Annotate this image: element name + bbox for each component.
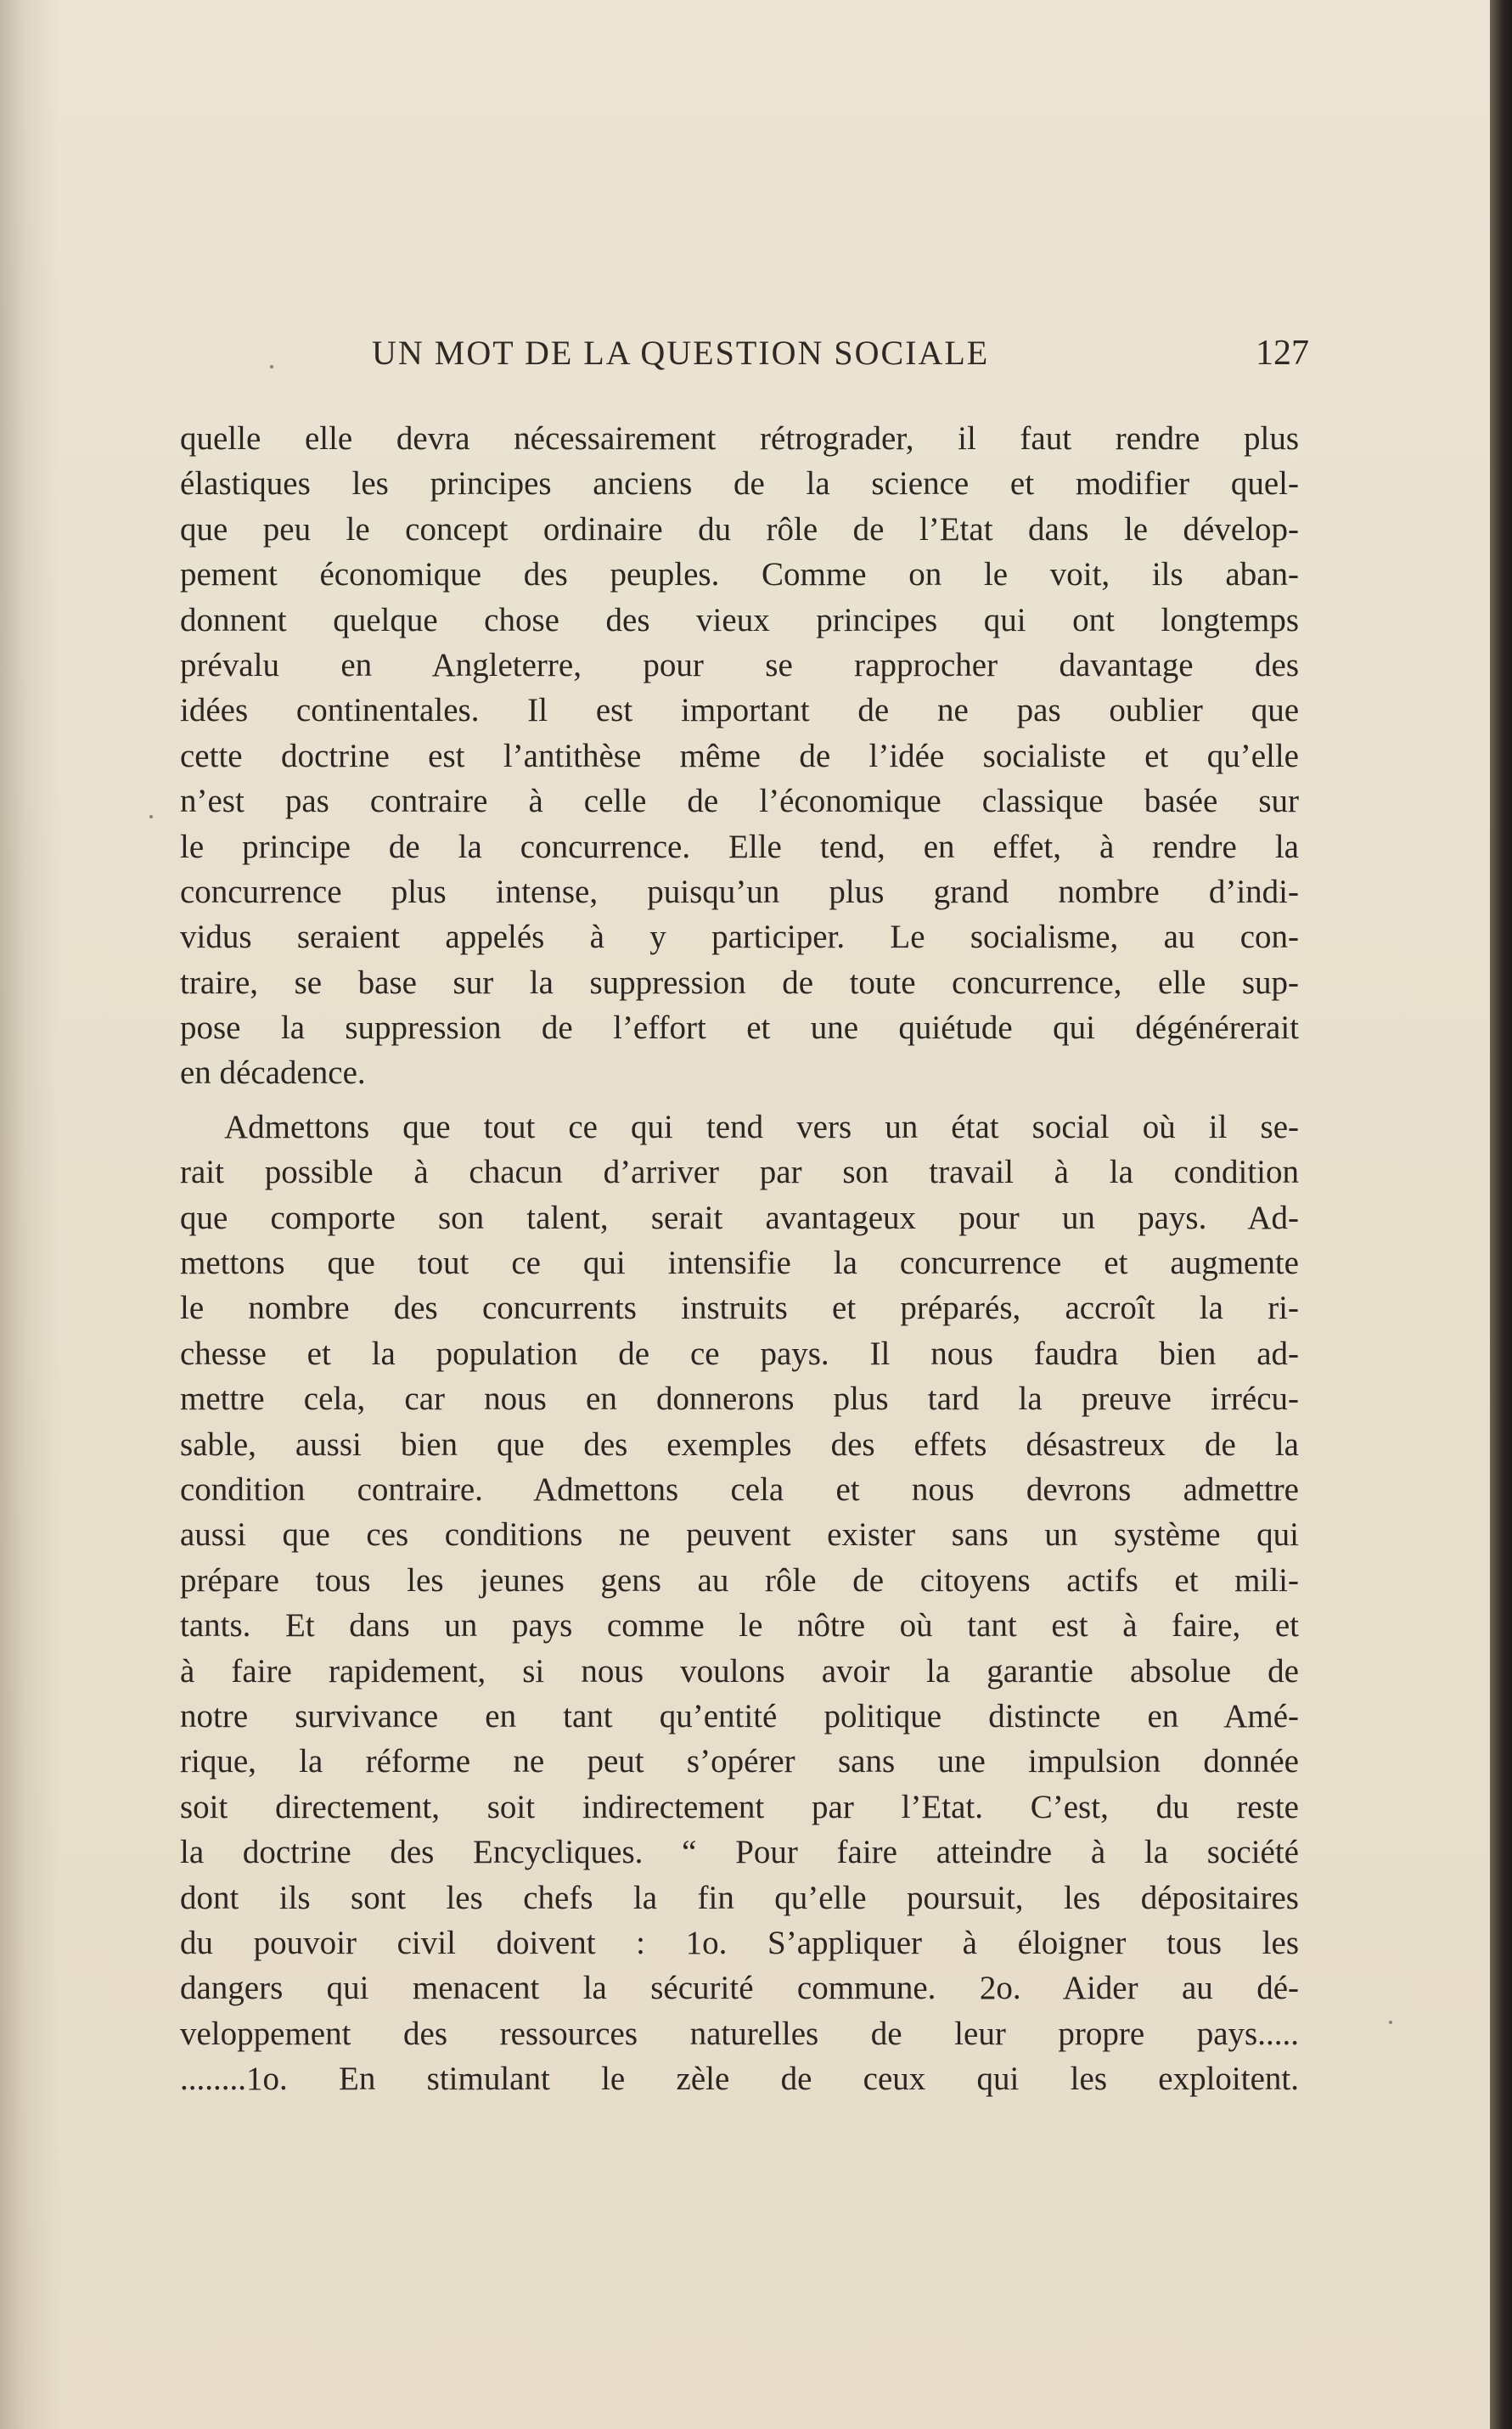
text-line: veloppement des ressources naturelles de leur propre pays..... (180, 2015, 1299, 2052)
page-number: 127 (1256, 334, 1309, 373)
text-line: prépare tous les jeunes gens au rôle de citoyens actifs et mili- (180, 1561, 1299, 1599)
paragraph-gap (180, 1096, 1299, 1105)
text-line: prévalu en Angleterre, pour se rapprocher davantage des (180, 646, 1299, 683)
text-line: Admettons que tout ce qui tend vers un état social où il se- (224, 1108, 1299, 1145)
text-line: dangers qui menacent la sécurité commune. 2o. Aider au dé- (180, 1970, 1299, 2007)
text-line: cette doctrine est l’antithèse même de l’idée socialiste et qu’elle (180, 737, 1299, 774)
text-line: élastiques les principes anciens de la science et modifier quel- (180, 465, 1299, 503)
text-line: soit directement, soit indirectement par l’Etat. C’est, du reste (180, 1788, 1299, 1825)
text-line: la doctrine des Encycliques. “ Pour faire atteindre à la société (180, 1834, 1299, 1871)
text-line: idées continentales. Il est important de ne pas oublier que (180, 692, 1299, 729)
text-line: traire, se base sur la suppression de toute concurrence, elle sup- (180, 964, 1299, 1001)
paper-speck (149, 815, 153, 818)
paragraph-1 (180, 416, 1299, 1096)
text-line: dont ils sont les chefs la fin qu’elle poursuit, les dépositaires (180, 1879, 1299, 1916)
running-title: UN MOT DE LA QUESTION SOCIALE (372, 334, 990, 372)
text-line: condition contraire. Admettons cela et nous devrons admettre (180, 1470, 1299, 1508)
running-head (372, 329, 1309, 377)
text-line: le nombre des concurrents instruits et préparés, accroît la ri- (180, 1290, 1299, 1327)
text-line: donnent quelque chose des vieux principes qui ont longtemps (180, 601, 1299, 638)
paper-speck (1389, 2021, 1392, 2024)
text-line: sable, aussi bien que des exemples des effets désastreux de la (180, 1425, 1299, 1463)
body-text (180, 416, 1299, 2101)
text-line: que comporte son talent, serait avantageux pour un pays. Ad- (180, 1199, 1299, 1236)
text-line: du pouvoir civil doivent : 1o. S’appliquer à éloigner tous les (180, 1924, 1299, 1961)
text-line: le principe de la concurrence. Elle tend, en effet, à rendre la (180, 828, 1299, 865)
text-line: n’est pas contraire à celle de l’économique classique basée sur (180, 783, 1299, 820)
text-line: en décadence. (180, 1054, 366, 1092)
text-line: quelle elle devra nécessairement rétrograder, il faut rendre plus (180, 420, 1299, 457)
text-line: à faire rapidement, si nous voulons avoir la garantie absolue de (180, 1652, 1299, 1690)
text-line: tants. Et dans un pays comme le nôtre où tant est à faire, et (180, 1607, 1299, 1645)
paper-speck (270, 365, 273, 368)
page-edge-shadow (1490, 0, 1512, 2429)
text-line: chesse et la population de ce pays. Il nous faudra bien ad- (180, 1335, 1299, 1372)
text-line: rique, la réforme ne peut s’opérer sans une impulsion donnée (180, 1743, 1299, 1780)
text-line: mettons que tout ce qui intensifie la concurrence et augmente (180, 1245, 1299, 1282)
text-line: ........1o. En stimulant le zèle de ceux qui les exploitent. (180, 2061, 1299, 2098)
text-line: aussi que ces conditions ne peuvent exister sans un système qui (180, 1516, 1299, 1554)
text-line: rait possible à chacun d’arriver par son travail à la condition (180, 1154, 1299, 1191)
text-line: pement économique des peuples. Comme on le voit, ils aban- (180, 556, 1299, 593)
text-line: vidus seraient appelés à y participer. Le socialisme, au con- (180, 919, 1299, 956)
paragraph-2 (180, 1105, 1299, 2102)
text-line: pose la suppression de l’effort et une quiétude qui dégénérerait (180, 1009, 1299, 1047)
text-line: mettre cela, car nous en donnerons plus tard la preuve irrécu- (180, 1380, 1299, 1418)
text-line: concurrence plus intense, puisqu’un plus grand nombre d’indi- (180, 873, 1299, 910)
text-line: notre survivance en tant qu’entité politique distincte en Amé- (180, 1697, 1299, 1735)
text-line: que peu le concept ordinaire du rôle de l’Etat dans le dévelop- (180, 510, 1299, 548)
